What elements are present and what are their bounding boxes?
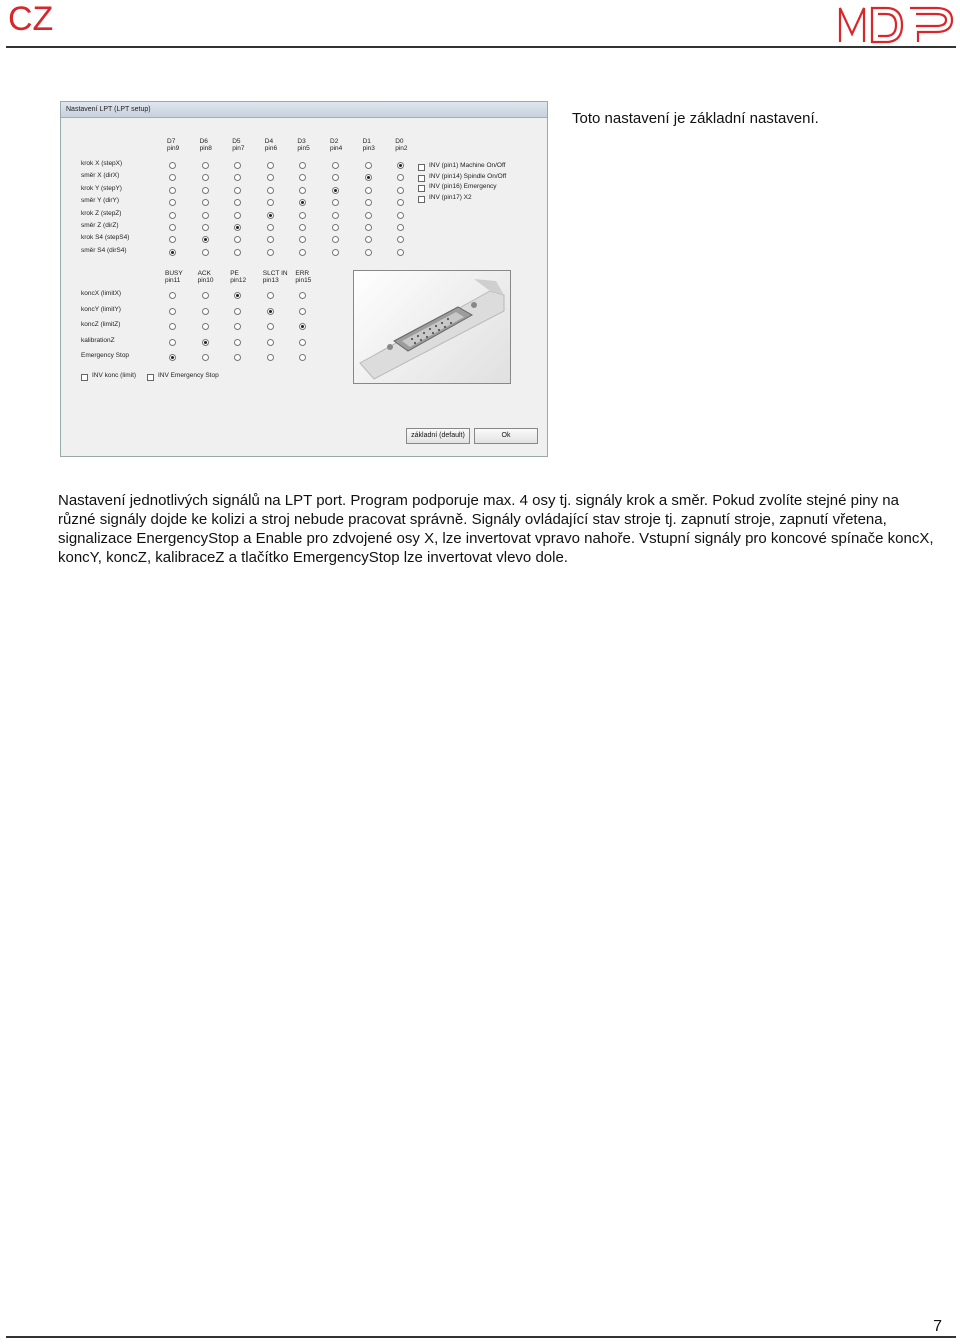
output-row-label: směr X (dirX) xyxy=(81,172,120,180)
output-radio[interactable] xyxy=(202,249,209,256)
output-radio[interactable] xyxy=(299,199,306,206)
input-radio[interactable] xyxy=(234,292,241,299)
output-col-header-d6: D6 pin8 xyxy=(199,138,212,152)
input-radio[interactable] xyxy=(267,354,274,361)
output-radio[interactable] xyxy=(397,212,404,219)
output-col-header-d7: D7 pin9 xyxy=(167,138,180,152)
output-radio[interactable] xyxy=(234,236,241,243)
inv-emergency-label: INV Emergency Stop xyxy=(158,372,219,379)
output-radio[interactable] xyxy=(169,224,176,231)
input-radio[interactable] xyxy=(267,308,274,315)
parallel-port-bracket-image xyxy=(354,271,510,383)
output-radio[interactable] xyxy=(332,174,339,181)
output-radio[interactable] xyxy=(267,199,274,206)
page-number: 7 xyxy=(933,1318,942,1335)
output-row-label: směr S4 (dirS4) xyxy=(81,246,127,254)
output-radio[interactable] xyxy=(169,174,176,181)
output-radio[interactable] xyxy=(234,224,241,231)
input-radio[interactable] xyxy=(234,339,241,346)
output-radio[interactable] xyxy=(397,162,404,169)
output-radio[interactable] xyxy=(365,224,372,231)
output-radio[interactable] xyxy=(169,212,176,219)
input-col-header: PE pin12 xyxy=(230,270,247,284)
output-radio[interactable] xyxy=(267,224,274,231)
input-radio[interactable] xyxy=(169,308,176,315)
input-col-header: BUSY pin11 xyxy=(165,270,183,284)
output-radio[interactable] xyxy=(397,187,404,194)
output-radio[interactable] xyxy=(397,236,404,243)
output-radio[interactable] xyxy=(234,162,241,169)
inv-output-checkbox[interactable] xyxy=(418,196,425,203)
output-radio[interactable] xyxy=(365,187,372,194)
ok-button[interactable]: Ok xyxy=(474,428,538,444)
inv-output-label: INV (pin14) Spindle On/Off xyxy=(429,172,507,180)
output-row-label: směr Z (dirZ) xyxy=(81,222,119,229)
output-radio[interactable] xyxy=(169,199,176,206)
output-radio[interactable] xyxy=(365,212,372,219)
output-radio[interactable] xyxy=(332,187,339,194)
input-radio[interactable] xyxy=(267,323,274,330)
input-radio[interactable] xyxy=(267,292,274,299)
input-radio[interactable] xyxy=(202,308,209,315)
output-radio[interactable] xyxy=(332,224,339,231)
output-row-label: krok X (stepX) xyxy=(81,160,123,167)
inv-output-checkbox[interactable] xyxy=(418,175,425,182)
output-radio[interactable] xyxy=(169,236,176,243)
output-radio[interactable] xyxy=(332,162,339,169)
output-radio[interactable] xyxy=(169,187,176,194)
output-radio[interactable] xyxy=(365,236,372,243)
output-radio[interactable] xyxy=(267,236,274,243)
input-col-header: ACK pin10 xyxy=(197,270,214,284)
output-radio[interactable] xyxy=(267,174,274,181)
output-radio[interactable] xyxy=(234,174,241,181)
output-radio[interactable] xyxy=(397,174,404,181)
default-button[interactable]: základní (default) xyxy=(406,428,470,444)
input-radio[interactable] xyxy=(202,354,209,361)
input-radio[interactable] xyxy=(169,339,176,346)
inv-limit-checkbox[interactable] xyxy=(81,374,88,381)
output-radio[interactable] xyxy=(234,249,241,256)
output-radio[interactable] xyxy=(234,187,241,194)
input-radio[interactable] xyxy=(234,354,241,361)
output-radio[interactable] xyxy=(267,249,274,256)
output-radio[interactable] xyxy=(202,174,209,181)
input-row-label: koncY (limitY) xyxy=(81,306,121,313)
output-radio[interactable] xyxy=(365,174,372,181)
inv-output-label: INV (pin1) Machine On/Off xyxy=(429,162,506,169)
input-radio[interactable] xyxy=(299,323,306,330)
inv-emergency-checkbox[interactable] xyxy=(147,374,154,381)
input-row-label: Emergency Stop xyxy=(81,352,130,359)
output-radio[interactable] xyxy=(365,162,372,169)
output-radio[interactable] xyxy=(202,199,209,206)
output-row-label: krok Y (stepY) xyxy=(81,184,122,192)
output-radio[interactable] xyxy=(202,236,209,243)
output-col-header-d4: D4 pin6 xyxy=(264,138,278,152)
header-rule xyxy=(6,46,956,48)
input-radio[interactable] xyxy=(299,339,306,346)
input-radio[interactable] xyxy=(169,292,176,299)
output-radio[interactable] xyxy=(202,224,209,231)
input-row-label: koncZ (limitZ) xyxy=(81,321,121,328)
output-radio[interactable] xyxy=(397,249,404,256)
input-radio[interactable] xyxy=(202,292,209,299)
output-col-header-d1: D1 pin3 xyxy=(362,138,375,152)
output-row-label: krok Z (stepZ) xyxy=(81,209,122,217)
output-radio[interactable] xyxy=(332,236,339,243)
input-radio[interactable] xyxy=(299,292,306,299)
output-radio[interactable] xyxy=(267,187,274,194)
input-radio[interactable] xyxy=(234,323,241,330)
output-radio[interactable] xyxy=(267,162,274,169)
output-radio[interactable] xyxy=(299,236,306,243)
output-radio[interactable] xyxy=(365,249,372,256)
output-radio[interactable] xyxy=(299,212,306,219)
output-radio[interactable] xyxy=(332,249,339,256)
lpt-connector-photo xyxy=(353,270,511,384)
output-radio[interactable] xyxy=(299,224,306,231)
output-radio[interactable] xyxy=(332,199,339,206)
input-col-header: ERR pin15 xyxy=(295,270,312,284)
output-radio[interactable] xyxy=(299,162,306,169)
dialog-title: Nastavení LPT (LPT setup) xyxy=(61,102,547,118)
output-radio[interactable] xyxy=(202,212,209,219)
inv-limit-label: INV konc (limit) xyxy=(92,372,137,379)
input-row-label: kalibrationZ xyxy=(81,337,115,344)
lpt-setup-dialog-screenshot xyxy=(60,101,548,457)
inv-output-checkbox[interactable] xyxy=(418,185,425,192)
output-radio[interactable] xyxy=(365,199,372,206)
input-radio[interactable] xyxy=(299,308,306,315)
input-radio[interactable] xyxy=(169,323,176,330)
input-radio[interactable] xyxy=(202,339,209,346)
input-radio[interactable] xyxy=(267,339,274,346)
mdp-logo xyxy=(838,4,956,44)
output-row-label: krok S4 (stepS4) xyxy=(81,234,130,242)
footer-rule xyxy=(6,1336,956,1338)
output-radio[interactable] xyxy=(169,249,176,256)
input-radio[interactable] xyxy=(202,323,209,330)
output-radio[interactable] xyxy=(234,212,241,219)
output-radio[interactable] xyxy=(202,187,209,194)
input-col-header: SLCT IN pin13 xyxy=(262,270,288,284)
caption-text: Toto nastavení je základní nastavení. xyxy=(572,110,819,127)
output-col-header-d5: D5 pin7 xyxy=(232,138,245,152)
input-radio[interactable] xyxy=(169,354,176,361)
inv-output-label: INV (pin16) Emergency xyxy=(429,183,497,190)
output-radio[interactable] xyxy=(202,162,209,169)
output-radio[interactable] xyxy=(299,187,306,194)
output-radio[interactable] xyxy=(169,162,176,169)
output-row-label: směr Y (dirY) xyxy=(81,197,120,205)
input-row-label: koncX (limitX) xyxy=(81,290,122,297)
output-col-header-d2: D2 pin4 xyxy=(330,138,343,152)
output-radio[interactable] xyxy=(397,199,404,206)
output-radio[interactable] xyxy=(397,224,404,231)
output-radio[interactable] xyxy=(299,249,306,256)
output-radio[interactable] xyxy=(332,212,339,219)
inv-output-label: INV (pin17) X2 xyxy=(429,193,472,201)
language-code: CZ xyxy=(8,0,54,38)
output-col-header-d0: D0 pin2 xyxy=(395,138,408,152)
input-radio[interactable] xyxy=(299,354,306,361)
output-radio[interactable] xyxy=(267,212,274,219)
body-paragraph: Nastavení jednotlivých signálů na LPT port. Program podporuje max. 4 osy tj. signály krok a směr. Pokud zvolíte stejné piny na různé signály dojde ke kolizi a stroj nebude pracovat správně. Signály ovládající stav stroje tj. zapnutí stroje, zapnutí vřetena, signalizace EnergencyStop a Enable pro zdvojené osy X, lze invertovat vpravo nahoře. Vstupní signály pro koncové spínače koncX, koncY, koncZ, kalibraceZ a tlačítko EmergencyStop lze invertovat vlevo dole. xyxy=(58,492,934,566)
input-radio[interactable] xyxy=(234,308,241,315)
output-radio[interactable] xyxy=(234,199,241,206)
output-col-header-d3: D3 pin5 xyxy=(297,138,310,152)
inv-output-checkbox[interactable] xyxy=(418,164,425,171)
output-radio[interactable] xyxy=(299,174,306,181)
